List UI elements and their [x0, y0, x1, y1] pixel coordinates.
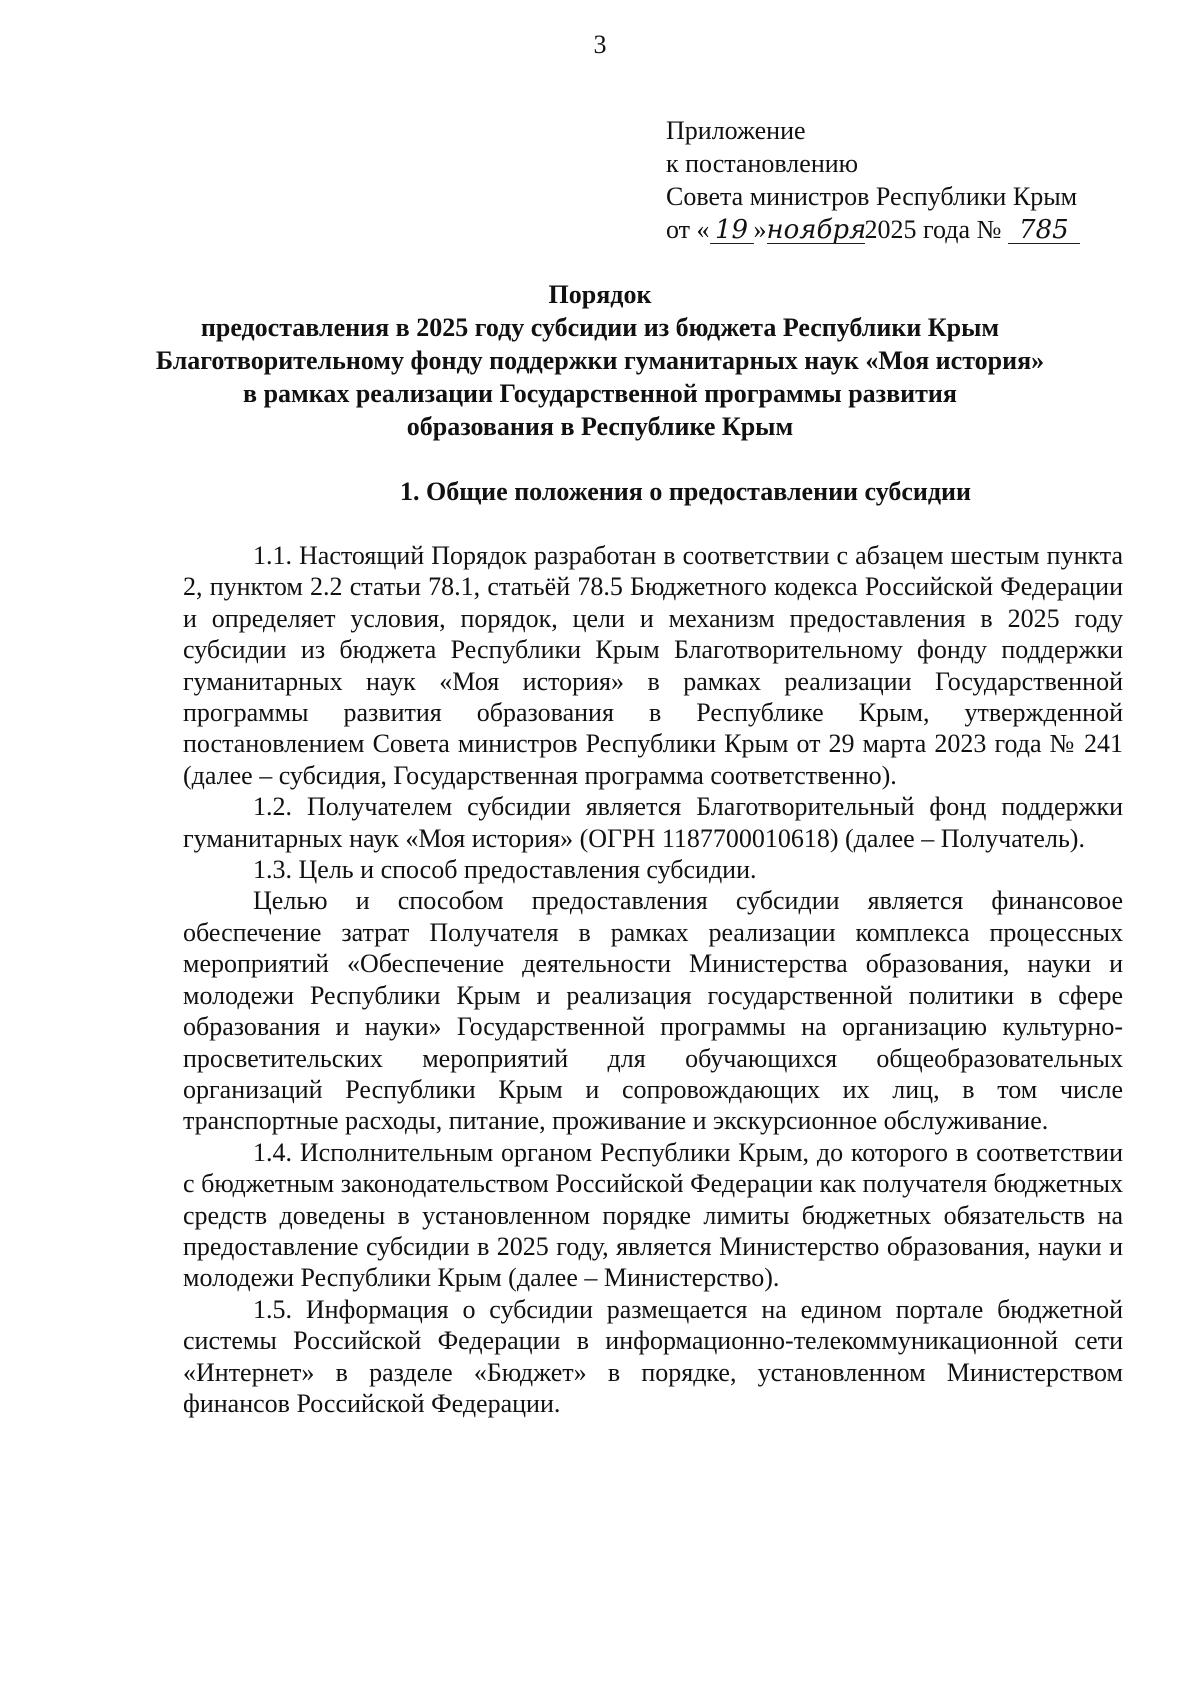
document-body: [183, 540, 1123, 1419]
paragraph-1-5: 1.5. Информация о субсидии размещается на едином портале бюджетной системы Российской Федерации в информационно-телекоммуникационной сети «Интернет» в разделе «Бюджет» в порядке, установленном Министерством финансов Российской Федерации.: [183, 1294, 1123, 1418]
paragraph-1-3-text: Целью и способом предоставления субсидии является финансовое обеспечение затрат Получателя в рамках реализации комплекса процессных мероприятий «Обеспечение деятельности Министерства образования, науки и молодежи Республики Крым и реализация государственной политики в сфере образования и науки» Государственной программы на организацию культурно-просветительских мероприятий для обучающихся общеобразовательных организаций Республики Крым и сопровождающих их лиц, в том числе транспортные расходы, питание, проживание и экскурсионное обслуживание.: [183, 886, 1123, 1136]
title-line-5: образования в Республике Крым: [406, 412, 794, 441]
paragraph-1-3: 1.3. Цель и способ предоставления субсидии.: [253, 855, 757, 885]
handwritten-number: 785: [1008, 217, 1080, 244]
handwritten-day: 19: [710, 217, 754, 244]
annex-date-sep: »: [753, 215, 767, 244]
paragraph-1-2: 1.2. Получателем субсидии является Благотворительный фонд поддержки гуманитарных наук «Моя история» (ОГРН 1187700010618) (далее – Получатель).: [183, 792, 1123, 853]
annex-line-resolution: к постановлению: [666, 149, 859, 178]
paragraph-1-4: 1.4. Исполнительным органом Республики Крым, до которого в соответствии с бюджетным законодательством Российской Федерации как получателя бюджетных средств доведены в установленном порядке лимиты бюджетных обязательств на предоставление субсидии в 2025 году, является Министерство образования, науки и молодежи Республики Крым (далее – Министерство).: [183, 1137, 1123, 1293]
annex-title: Приложение: [666, 116, 806, 145]
paragraph-1-1: 1.1. Настоящий Порядок разработан в соответствии с абзацем шестым пункта 2, пунктом 2.2 статьи 78.1, статьёй 78.5 Бюджетного кодекса Российской Федерации и определяет условия, порядок, цели и механизм предоставления в 2025 году субсидии из бюджета Республики Крым Благотворительному фонду поддержки гуманитарных наук «Моя история» в рамках реализации Государственной программы развития образования в Республике Крым, утвержденной постановлением Совета министров Республики Крым от 29 марта 2023 года № 241 (далее – субсидия, Государственная программа соответственно).: [183, 541, 1123, 790]
title-line-1: Порядок: [548, 280, 652, 309]
annex-date-prefix: от «: [666, 215, 710, 244]
document-title: [0, 278, 1200, 443]
title-line-3: Благотворительному фонду поддержки гуманитарных наук «Моя история»: [155, 346, 1045, 375]
page-number: 3: [593, 30, 607, 59]
annex-line-council: Совета министров Республики Крым: [666, 182, 1078, 211]
section-heading: 1. Общие положения о предоставлении субсидии: [400, 477, 972, 506]
title-line-4: в рамках реализации Государственной программы развития: [243, 379, 957, 408]
handwritten-month: ноября: [766, 215, 867, 245]
annex-date-line: [666, 213, 1080, 246]
annex-date-suffix: 2025 года №: [864, 215, 1002, 244]
annex-block: [666, 114, 1080, 246]
title-line-2: предоставления в 2025 году субсидии из бюджета Республики Крым: [200, 313, 1000, 342]
